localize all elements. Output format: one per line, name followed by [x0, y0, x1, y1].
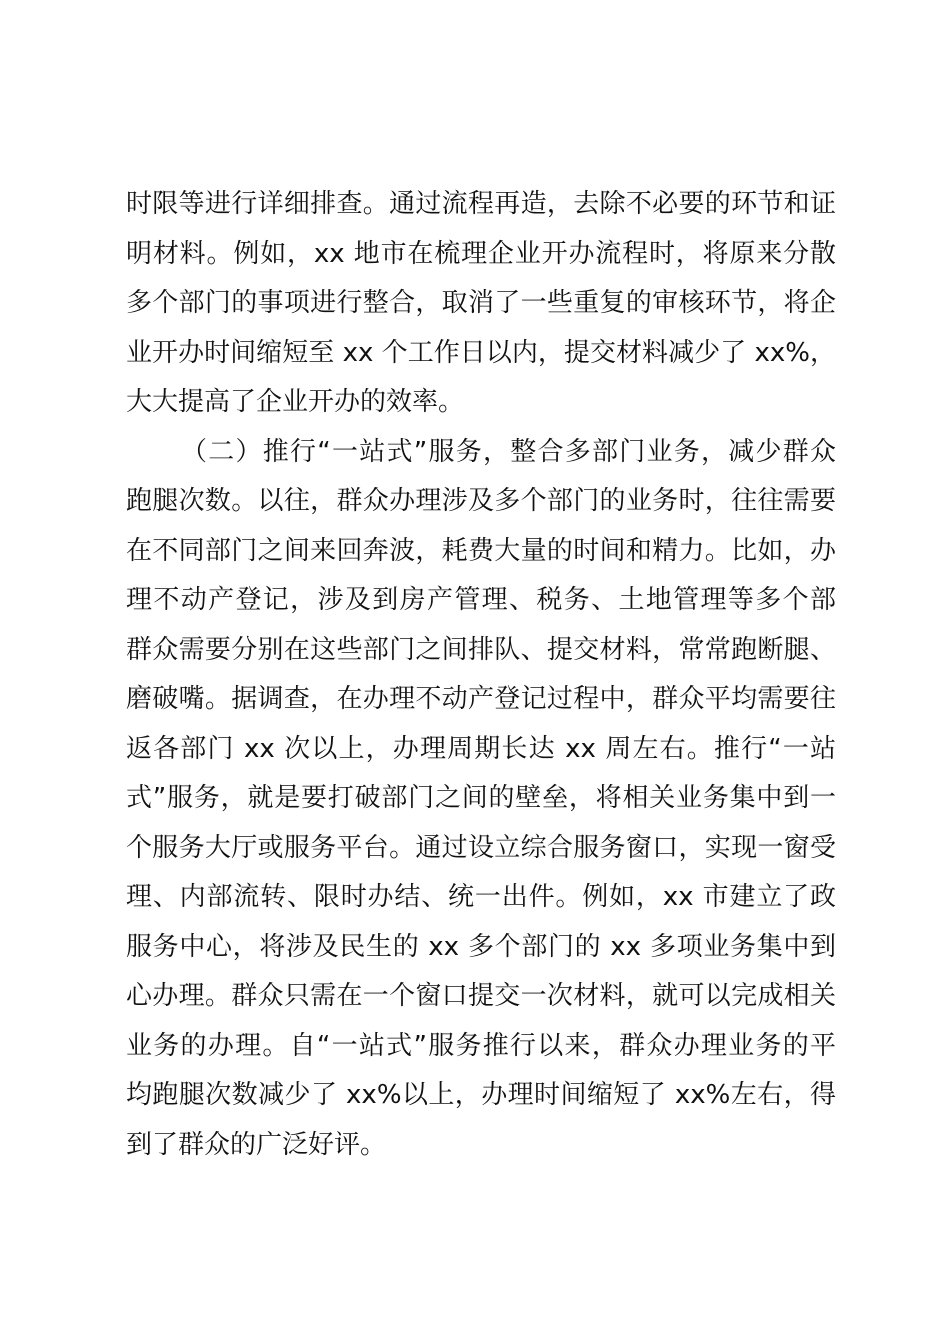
text-line: 服务中心，将涉及民生的 xx 多个部门的 xx 多项业务集中到 [126, 931, 836, 962]
text-line: 大大提高了企业开办的效率。 [126, 387, 465, 417]
text-line: 多个部门的事项进行整合，取消了一些重复的审核环节，将企 [126, 288, 836, 318]
text-line: 均跑腿次数减少了 xx%以上，办理时间缩短了 xx%左右，得 [126, 1080, 836, 1110]
text-line: 磨破嘴。据调查，在办理不动产登记过程中，群众平均需要往 [126, 684, 836, 714]
text-line: 理、内部流转、限时办结、统一出件。例如，xx 市建立了政 [126, 882, 836, 912]
text-line: 明材料。例如，xx 地市在梳理企业开办流程时，将原来分散 [126, 238, 836, 269]
text-line: 个服务大厅或服务平台。通过设立综合服务窗口，实现一窗受 [126, 832, 836, 863]
text-line: 在不同部门之间来回奔波，耗费大量的时间和精力。比如，办 [126, 535, 836, 566]
text-line: 群众需要分别在这些部门之间排队、提交材料，常常跑断腿、 [126, 634, 836, 665]
text-line: 理不动产登记，涉及到房产管理、税务、土地管理等多个部 [126, 585, 836, 615]
text-line: 业务的办理。自“一站式”服务推行以来，群众办理业务的平 [126, 1030, 836, 1061]
text-line: 返各部门 xx 次以上，办理周期长达 xx 周左右。推行“一站 [126, 733, 836, 764]
section-heading-line: （二）推行“一站式”服务，整合多部门业务，减少群众 [181, 436, 836, 467]
text-line: 心办理。群众只需在一个窗口提交一次材料，就可以完成相关 [126, 981, 836, 1011]
text-line: 跑腿次数。以往，群众办理涉及多个部门的业务时，往往需要 [126, 486, 836, 516]
body-text [126, 180, 836, 1170]
text-line: 业开办时间缩短至 xx 个工作日以内，提交材料减少了 xx%， [126, 337, 836, 368]
text-line: 时限等进行详细排查。通过流程再造，去除不必要的环节和证 [126, 189, 836, 219]
text-line: 到了群众的广泛好评。 [126, 1129, 387, 1160]
text-line: 式”服务，就是要打破部门之间的壁垒，将相关业务集中到一 [126, 783, 836, 813]
